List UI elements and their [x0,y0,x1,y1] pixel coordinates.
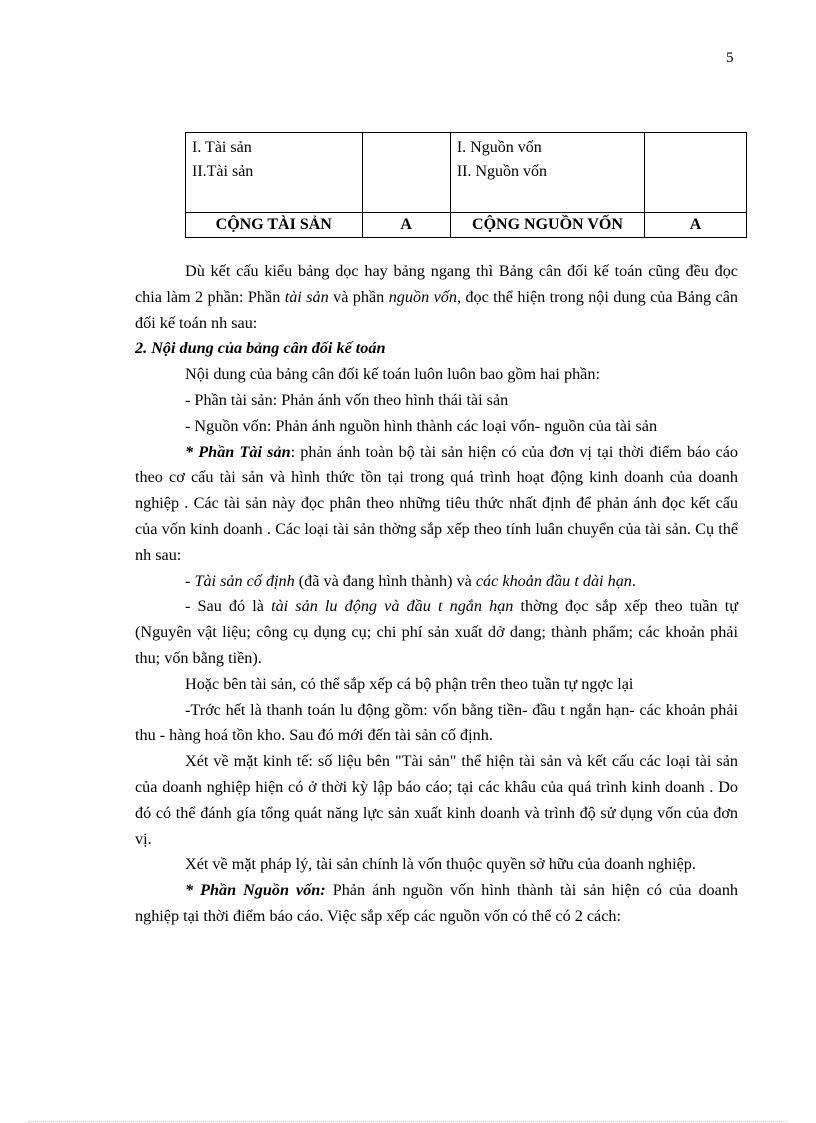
section-heading: 2. Nội dung của bảng cân đối kế toán [135,339,386,358]
list-item: - Nguồn vốn: Phản ánh nguồn hình thành các loại vốn- nguồn của tài sản [185,416,658,435]
asset-item: I. Tài sản [192,139,252,156]
assets-value-cell [362,133,450,213]
total-sources-label: CỘNG NGUỒN VỐN [450,213,644,238]
text-run: và phần [328,287,389,306]
emphasis: nguồn vốn [388,287,457,306]
page-number: 5 [726,50,734,66]
text-run: , đọc thể hiện trong nội dung của Bảng cân đối kế toán nh sau: [135,287,739,332]
text-run: - Sau đó là [185,597,272,616]
paragraph: Xét về mặt pháp lý, tài sản chính là vốn thuộc quyền sở hữu của doanh nghiệp. [185,855,696,874]
paragraph: -Trớc hết là thanh toán lu động gồm: vốn bằng tiền- đầu t ngắn hạn- các khoản phải thu - hàng hoá tồn kho. Sau đó mới đến tài sản cố định. [135,700,738,745]
sources-items-cell [450,133,644,213]
table-row [186,133,747,213]
text-run: Dù kết cấu kiểu bảng dọc hay bảng ngang thì Bảng cân đối kế toán cũng đều đọc chia làm 2 phần: Phần [135,262,738,306]
list-item [135,569,738,595]
sources-value-cell [645,133,747,213]
bold-label: * Phần Nguồn vốn: [185,881,326,900]
source-item: I. Nguồn vốn [456,139,542,156]
list-item: - Phần tài sản: Phản ánh vốn theo hình thái tài sản [185,390,509,409]
emphasis: tài sản lu động và đầu t ngắn hạn [271,597,514,616]
paragraph [135,259,738,336]
text-run: Phản ánh nguồn vốn hình thành tài sản hiện có của doanh nghiệp tại thời điểm báo cáo. Việc sắp xếp các nguồn vốn có thể có 2 cách: [135,881,739,925]
balance-sheet-table [185,132,747,238]
paragraph [135,440,738,569]
assets-items-cell [186,133,363,213]
total-assets-label: CỘNG TÀI SẢN [186,213,363,238]
emphasis: Tài sản cố định [194,571,295,590]
total-sources-value: A [645,213,747,238]
text-run: (đã và đang hình thành) và [294,571,476,590]
text-run: thờng đọc sắp xếp theo tuần tự (Nguyên vật liệu; công cụ dụng cụ; chi phí sản xuất dở dang; thành phẩm; các khoản phải thu; vốn bằng tiền). [135,597,739,667]
list-item [135,594,738,671]
document-body [135,259,738,930]
text-run: - [185,571,195,590]
text-run: : phản ánh toàn bộ tài sản hiện có của đơn vị tại thời điểm báo cáo theo cơ cấu tài sản và hình thức tồn tại trong quá trình hoạt động kinh doanh của doanh nghiệp . Các tài sản này đọc phân theo những tiêu thức nhất định để phản ánh đọc kết cấu của vốn kinh doanh . Các loại tài sản thờng sắp xếp theo tính luân chuyển của tài sản. Cụ thể nh sau: [135,442,738,564]
total-assets-value: A [362,213,450,238]
asset-item: II.Tài sản [192,163,254,180]
text-run: . [631,571,636,590]
bold-label: * Phần Tài sản [185,442,291,461]
source-item: II. Nguồn vốn [456,163,548,180]
page-bottom-divider [28,1121,788,1122]
emphasis: các khoản đầu t dài hạn [475,571,632,590]
paragraph: Hoặc bên tài sản, có thể sắp xếp cá bộ phận trên theo tuần tự ngợc lại [185,674,634,693]
paragraph: Xét về mặt kinh tế: số liệu bên "Tài sản" thể hiện tài sản và kết cấu các loại tài sản của doanh nghiệp hiện có ở thời kỳ lập báo cáo; tại các khâu của quá trình kinh doanh . Do đó có thể đánh gía tổng quát năng lực sản xuất kinh doanh và trình độ sử dụng vốn của đơn vị. [135,752,738,848]
table-total-row [186,213,747,238]
paragraph [135,878,738,930]
emphasis: tài sản [284,287,329,306]
paragraph: Nội dung của bảng cân đối kế toán luôn luôn bao gồm hai phần: [185,365,600,384]
